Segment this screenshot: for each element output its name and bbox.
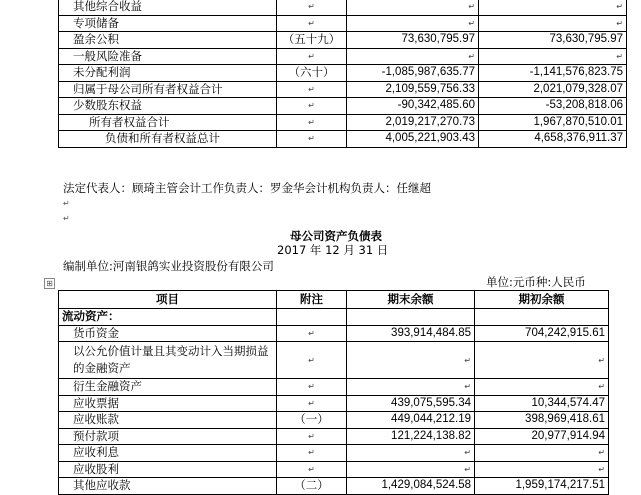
row-label: 应收票据 <box>59 395 277 412</box>
row-end-value: ↵ <box>347 445 475 462</box>
row-note: ↵ <box>277 15 347 32</box>
row-label: 专项储备 <box>59 15 277 32</box>
row-end-value: 2,109,559,756.33 <box>347 81 479 98</box>
currency-unit: 单位:元币种:人民币 <box>486 275 586 289</box>
table-row <box>59 428 609 445</box>
row-note: ↵ <box>277 98 347 115</box>
paragraph-mark: ↵ <box>63 199 70 208</box>
table-anchor-icon[interactable]: ⊞ <box>44 278 55 289</box>
table-row <box>59 98 627 115</box>
table-row <box>59 395 609 412</box>
row-label: 应收账款 <box>59 412 277 429</box>
row-begin-value: -53,208,818.06 <box>479 98 627 115</box>
row-end-value: 449,044,212.19 <box>347 412 475 429</box>
row-begin-value: 1,967,870,510.01 <box>479 114 627 131</box>
table-row <box>59 15 627 32</box>
row-label: 一般风险准备 <box>59 48 277 65</box>
table-row <box>59 461 609 478</box>
row-note: ↵ <box>277 48 347 65</box>
row-note: （二） <box>277 478 347 495</box>
row-note: ↵ <box>277 395 347 412</box>
row-note: （六十） <box>277 65 347 82</box>
row-begin-value: ↵ <box>479 0 627 15</box>
row-begin-value: ↵ <box>475 461 609 478</box>
row-note: ↵ <box>277 445 347 462</box>
row-label: 衍生金融资产 <box>59 379 277 396</box>
row-note: ↵ <box>277 428 347 445</box>
row-label: 其他应收款 <box>59 478 277 495</box>
table-row <box>59 379 609 396</box>
row-begin-value: 2,021,079,328.07 <box>479 81 627 98</box>
row-begin-value: ↵ <box>475 445 609 462</box>
table-header-row <box>59 291 609 309</box>
row-end-value: ↵ <box>347 461 475 478</box>
row-end-value: ↵ <box>347 342 475 379</box>
row-note: ↵ <box>277 379 347 396</box>
row-end-value: ↵ <box>347 15 479 32</box>
header-begin: 期初余额 <box>475 291 609 309</box>
row-end-value <box>347 309 475 326</box>
row-label: 预付款项 <box>59 428 277 445</box>
row-label: 未分配利润 <box>59 65 277 82</box>
table-row <box>59 81 627 98</box>
table-row <box>59 445 609 462</box>
row-label: 归属于母公司所有者权益合计 <box>59 81 277 98</box>
header-item: 项目 <box>59 291 277 309</box>
table-row <box>59 114 627 131</box>
row-begin-value: 398,969,418.61 <box>475 412 609 429</box>
row-label: 负债和所有者权益总计 <box>59 131 277 148</box>
header-note: 附注 <box>277 291 347 309</box>
row-end-value: 1,429,084,524.58 <box>347 478 475 495</box>
row-end-value: 121,224,138.82 <box>347 428 475 445</box>
row-begin-value: 10,344,574.47 <box>475 395 609 412</box>
row-label: 其他综合收益 <box>59 0 277 15</box>
table-row <box>59 478 609 495</box>
row-begin-value: 1,959,174,217.51 <box>475 478 609 495</box>
row-begin-value: 20,977,914.94 <box>475 428 609 445</box>
row-label: 货币资金 <box>59 325 277 342</box>
row-begin-value <box>475 309 609 326</box>
row-begin-value: -1,141,576,823.75 <box>479 65 627 82</box>
table-row <box>59 65 627 82</box>
row-begin-value: 73,630,795.97 <box>479 32 627 49</box>
row-end-value: -90,342,485.60 <box>347 98 479 115</box>
table-row <box>59 48 627 65</box>
header-end: 期末余额 <box>347 291 475 309</box>
row-note: ↵ <box>277 325 347 342</box>
table-row <box>59 32 627 49</box>
row-end-value: 4,005,221,903.43 <box>347 131 479 148</box>
table-row <box>59 412 609 429</box>
row-note: ↵ <box>277 342 347 379</box>
row-note: （五十九） <box>277 32 347 49</box>
row-label: 所有者权益合计 <box>59 114 277 131</box>
row-note: （一） <box>277 412 347 429</box>
signature-line: 法定代表人：顾琦主管会计工作负责人：罗金华会计机构负责人：任继超 <box>63 181 431 195</box>
row-end-value: 439,075,595.34 <box>347 395 475 412</box>
equity-table <box>58 0 627 148</box>
balance-sheet-table <box>58 290 609 495</box>
row-label: 应收股利 <box>59 461 277 478</box>
row-label: 以公允价值计量且其变动计入当期损益的金融资产 <box>59 342 277 379</box>
table-row <box>59 309 609 326</box>
row-end-value: 393,914,484.85 <box>347 325 475 342</box>
row-note: ↵ <box>277 81 347 98</box>
row-end-value: ↵ <box>347 0 479 15</box>
row-note: ↵ <box>277 131 347 148</box>
row-label: 少数股东权益 <box>59 98 277 115</box>
row-begin-value: ↵ <box>475 342 609 379</box>
row-label: 应收利息 <box>59 445 277 462</box>
table-row <box>59 131 627 148</box>
company-name: 编制单位:河南银鸽实业投资股份有限公司 <box>63 259 274 273</box>
page-title: 母公司资产负债表 <box>290 229 382 243</box>
row-end-value: ↵ <box>347 379 475 396</box>
row-note <box>277 309 347 326</box>
report-date: 2017 年 12 月 31 日 <box>277 243 389 257</box>
row-end-value: -1,085,987,635.77 <box>347 65 479 82</box>
row-end-value: 2,019,217,270.73 <box>347 114 479 131</box>
row-begin-value: ↵ <box>479 48 627 65</box>
row-begin-value: 704,242,915.61 <box>475 325 609 342</box>
section-label: 流动资产： <box>59 309 277 326</box>
row-note: ↵ <box>277 114 347 131</box>
row-begin-value: ↵ <box>479 15 627 32</box>
row-note: ↵ <box>277 0 347 15</box>
row-note: ↵ <box>277 461 347 478</box>
table-row <box>59 325 609 342</box>
row-begin-value: 4,658,376,911.37 <box>479 131 627 148</box>
table-row <box>59 342 609 379</box>
row-begin-value: ↵ <box>475 379 609 396</box>
row-end-value: 73,630,795.97 <box>347 32 479 49</box>
row-label: 盈余公积 <box>59 32 277 49</box>
paragraph-mark: ↵ <box>63 214 70 223</box>
row-end-value: ↵ <box>347 48 479 65</box>
table-row <box>59 0 627 15</box>
